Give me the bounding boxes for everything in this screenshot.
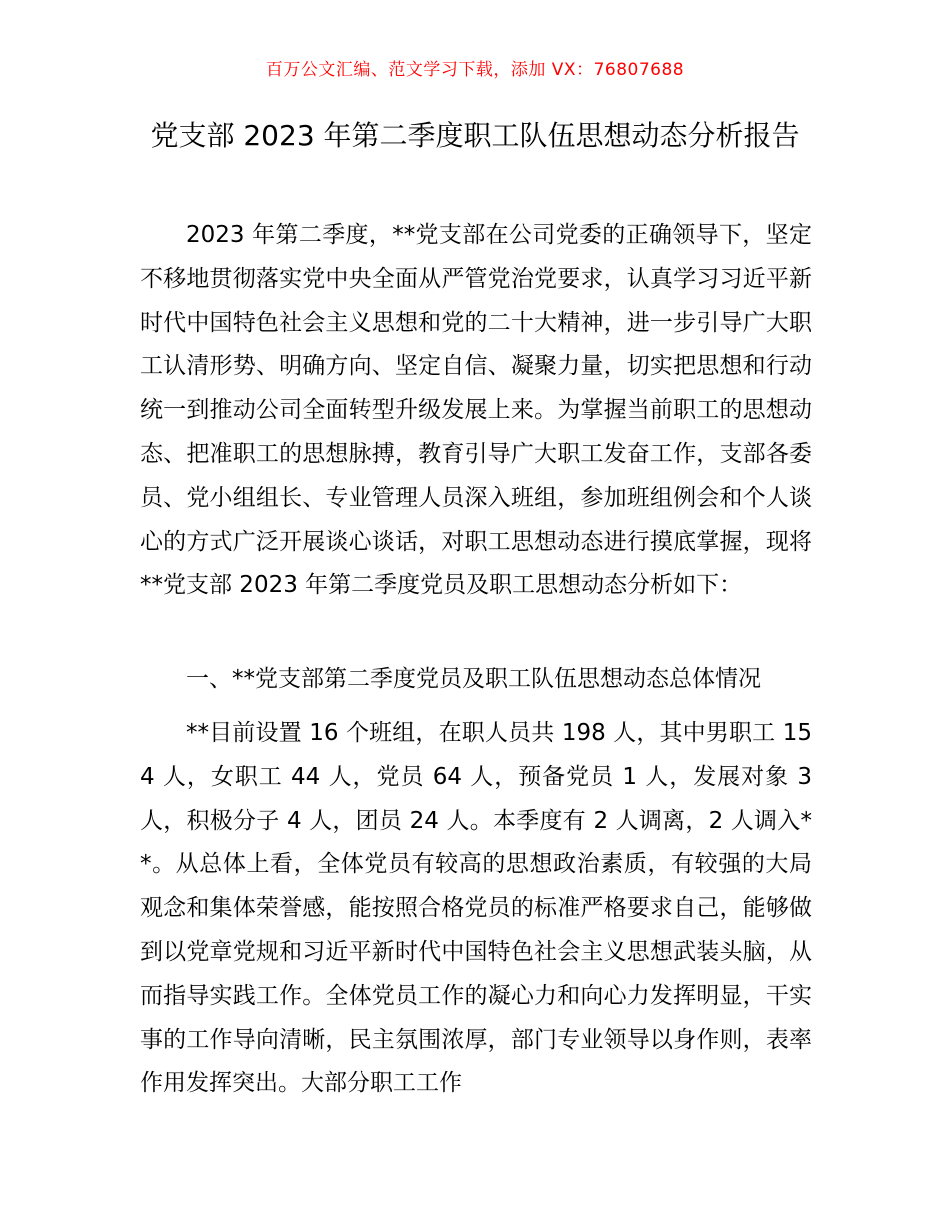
section-1-paragraph: **目前设置 16 个班组，在职人员共 198 人，其中男职工 154 人，女职工 44 人，党员 64 人，预备党员 1 人，发展对象 3 人，积极分子 4 人，团员 24 人。本季度有 2 人调离，2 人调入**。从总体上看，全体党员有较高的思想政治素质，有较强的大局观念和集体荣誉感，能按照合格党员的标准严格要求自己，能够做到以党章党规和习近平新时代中国特色社会主义思想武装头脑，从而指导实践工作。全体党员工作的凝心力和向心力发挥明显，干实事的工作导向清晰，民主氛围浓厚，部门专业领导以身作则，表率作用发挥突出。大部分职工工作 (140, 720, 812, 1097)
header-watermark-note: 百万公文汇编、范文学习下载，添加 VX：76807688 (265, 60, 685, 80)
document-title: 党支部 2023 年第二季度职工队伍思想动态分析报告 (150, 119, 800, 152)
section-heading-1: 一、**党支部第二季度党员及职工队伍思想动态总体情况 (186, 666, 761, 692)
intro-paragraph: 2023 年第二季度，**党支部在公司党委的正确领导下，坚定不移地贯彻落实党中央全面从严管党治党要求，认真学习习近平新时代中国特色社会主义思想和党的二十大精神，进一步引导广大职工认清形势、明确方向、坚定自信、凝聚力量，切实把思想和行动统一到推动公司全面转型升级发展上来。为掌握当前职工的思想动态、把准职工的思想脉搏，教育引导广大职工发奋工作，支部各委员、党小组组长、专业管理人员深入班组，参加班组例会和个人谈心的方式广泛开展谈心谈话，对职工思想动态进行摸底掌握，现将**党支部 2023 年第二季度党员及职工思想动态分析如下： (140, 222, 812, 599)
